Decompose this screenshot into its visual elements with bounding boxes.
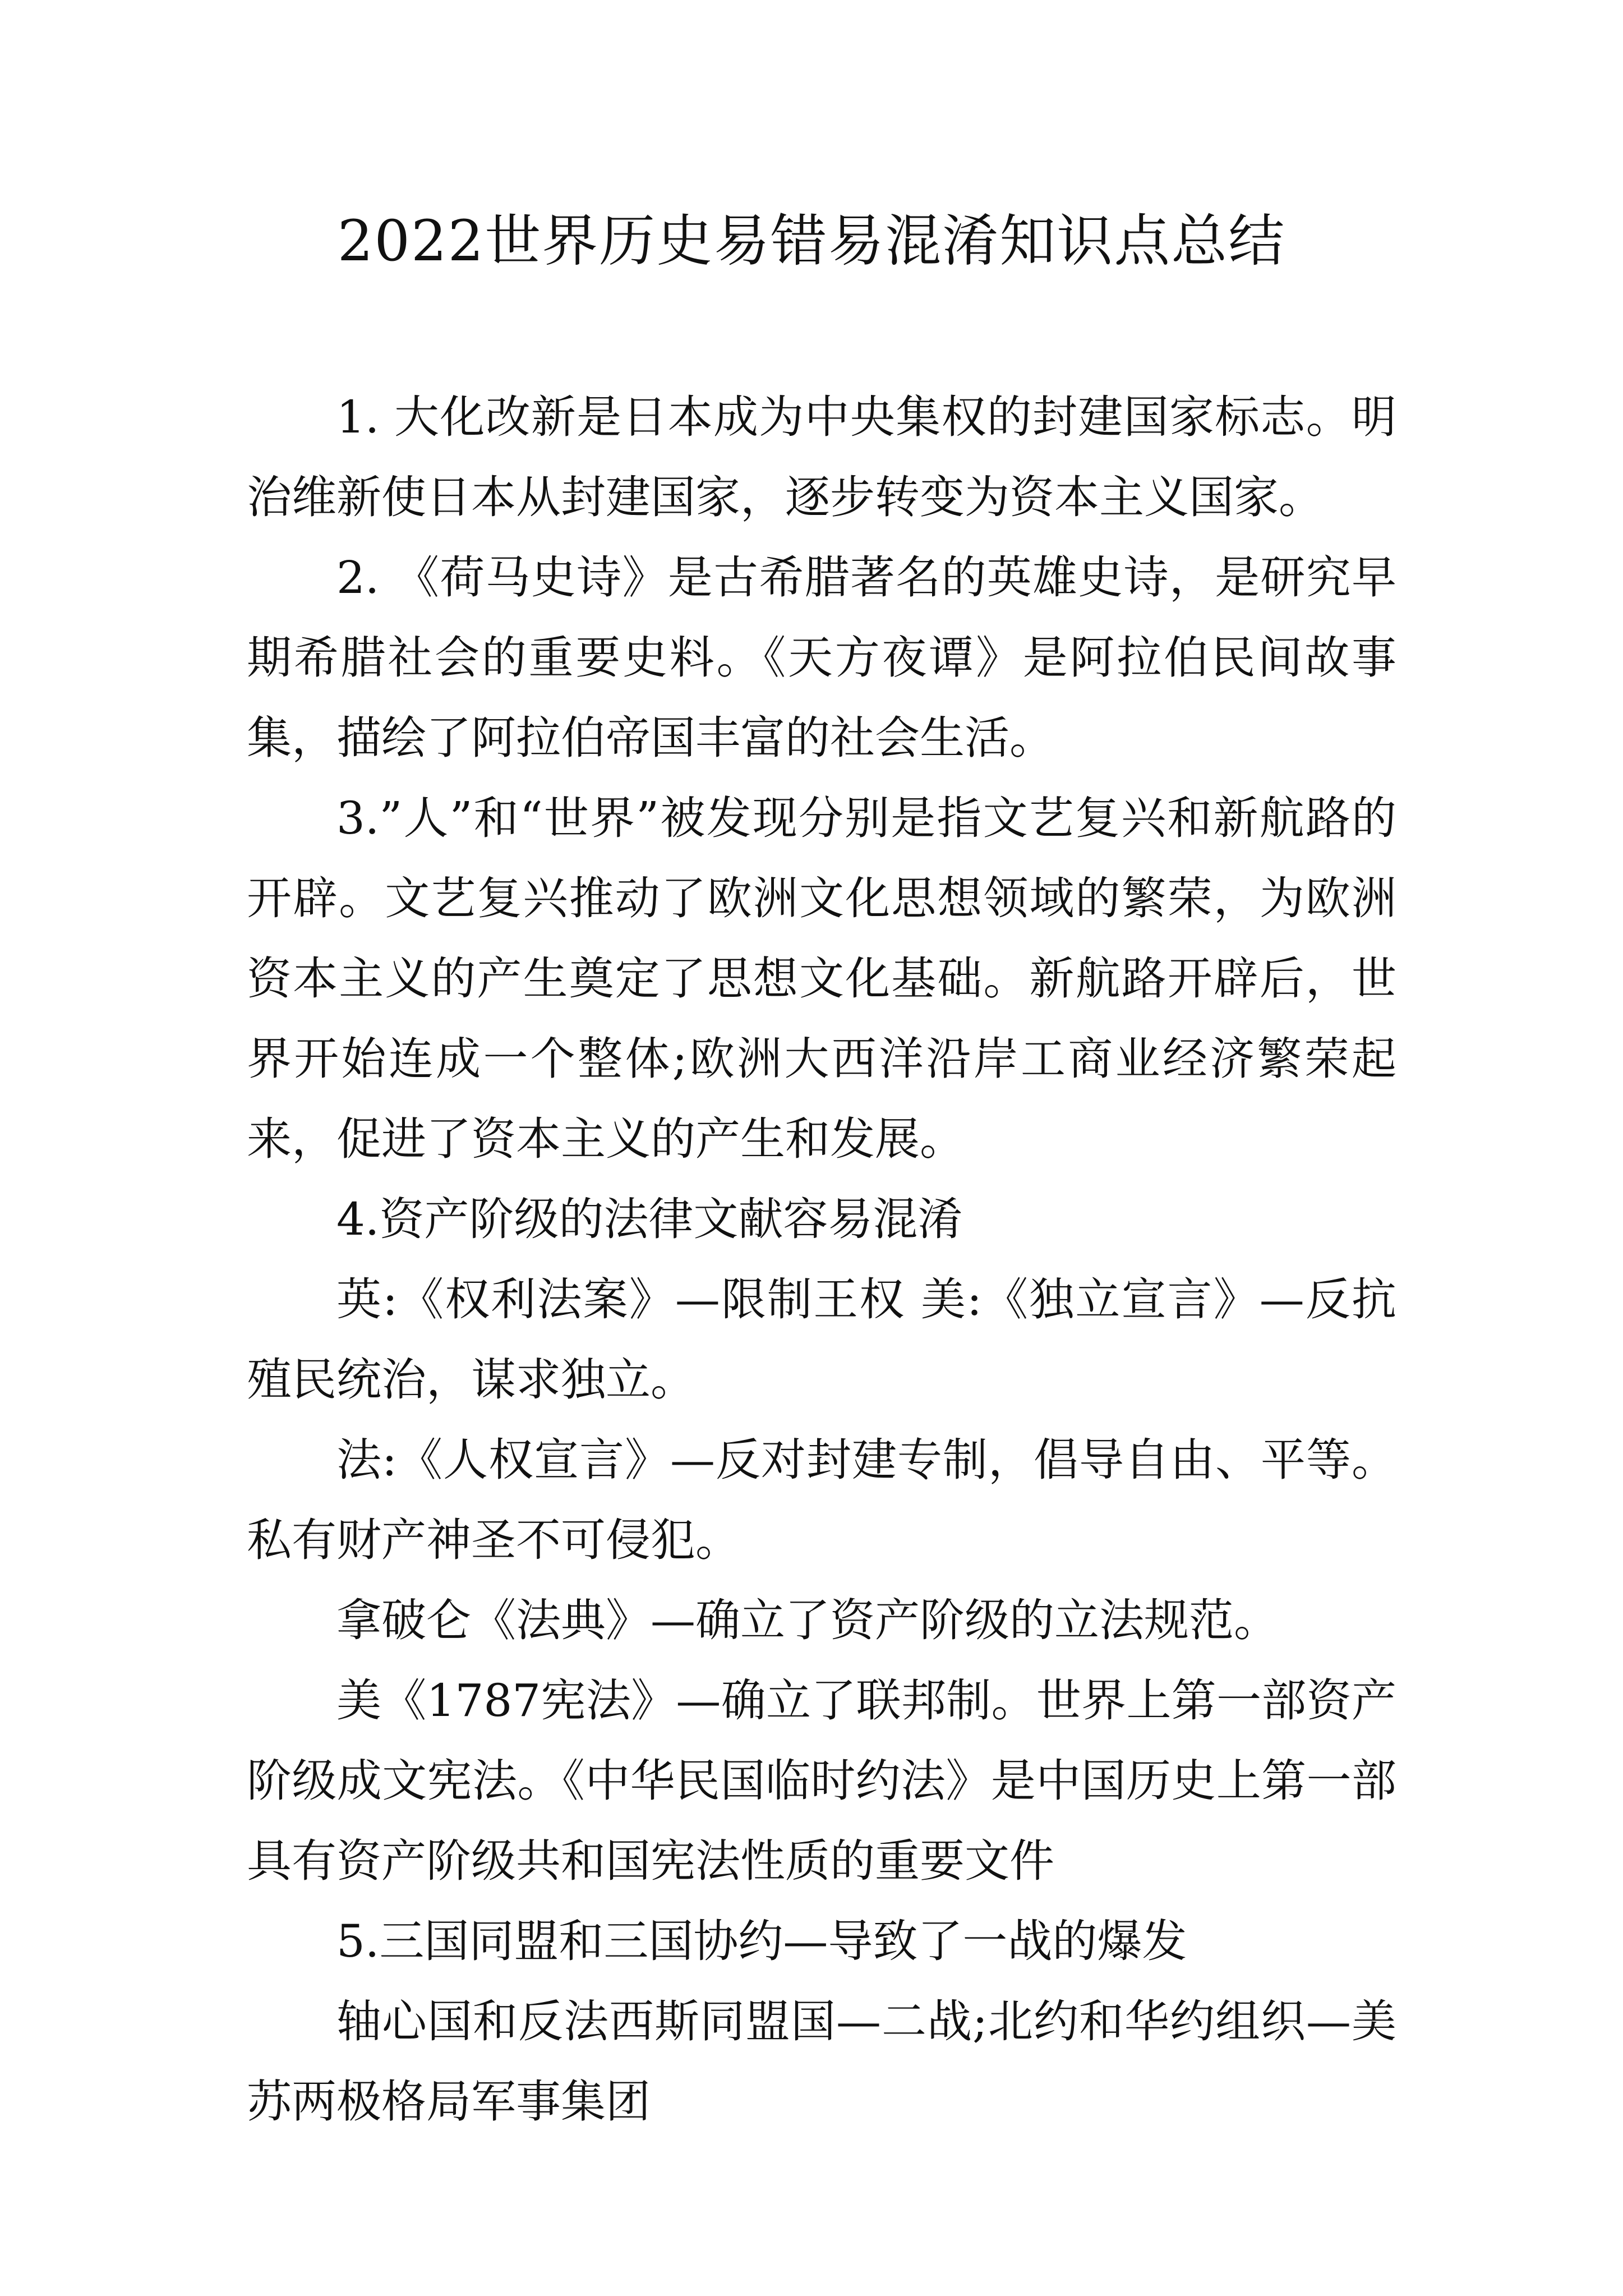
document-title: 2022世界历史易错易混淆知识点总结: [337, 208, 1286, 274]
paragraph-1: 1. 大化改新是日本成为中央集权的封建国家标志。明治维新使日本从封建国家，逐步转变为资本主义国家。: [247, 391, 1396, 523]
paragraph-5: 英:《权利法案》—限制王权 美:《独立宣言》—反抗殖民统治，谋求独立。: [247, 1273, 1396, 1406]
paragraph-6: 法:《人权宣言》—反对封建专制，倡导自由、平等。私有财产神圣不可侵犯。: [247, 1434, 1396, 1566]
paragraph-4: 4.资产阶级的法律文献容易混淆: [336, 1193, 963, 1245]
paragraph-9: 5.三国同盟和三国协约—导致了一战的爆发: [336, 1915, 1187, 1967]
paragraph-2: 2. 《荷马史诗》是古希腊著名的英雄史诗，是研究早期希腊社会的重要史料。《天方夜谭》是阿拉伯民间故事集，描绘了阿拉伯帝国丰富的社会生活。: [247, 551, 1396, 764]
paragraph-8: 美《1787宪法》—确立了联邦制。世界上第一部资产阶级成文宪法。《中华民国临时约法》是中国历史上第一部具有资产阶级共和国宪法性质的重要文件: [247, 1674, 1396, 1887]
document-body: [247, 377, 1396, 2142]
paragraph-7: 拿破仑《法典》—确立了资产阶级的立法规范。: [336, 1594, 1279, 1646]
paragraph-3: 3.”人”和“世界”被发现分别是指文艺复兴和新航路的开辟。文艺复兴推动了欧洲文化思想领域的繁荣，为欧洲资本主义的产生奠定了思想文化基础。新航路开辟后，世界开始连成一个整体;欧洲大西洋沿岸工商业经济繁荣起来，促进了资本主义的产生和发展。: [247, 792, 1396, 1165]
paragraph-10: 轴心国和反法西斯同盟国—二战;北约和华约组织—美苏两极格局军事集团: [247, 1995, 1396, 2128]
